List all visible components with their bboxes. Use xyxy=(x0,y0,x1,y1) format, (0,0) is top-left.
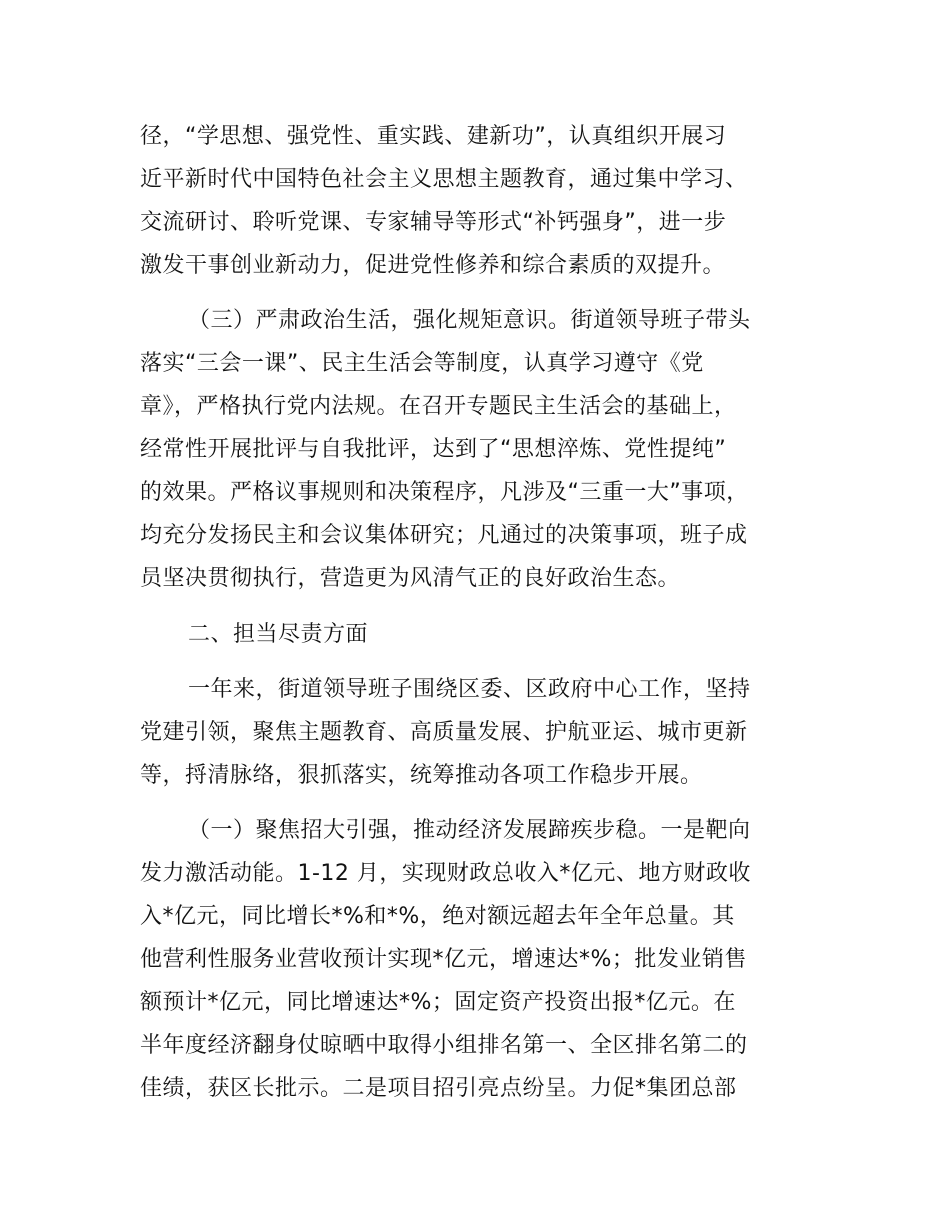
text-line: 他营利性服务业营收预计实现*亿元，增速达*%；批发业销售 xyxy=(140,947,747,972)
text-line: 额预计*亿元，同比增速达*%；固定资产投资出报*亿元。在 xyxy=(140,990,736,1015)
text-line: 激发干事创业新动力，促进党性修养和综合素质的双提升。 xyxy=(140,253,726,278)
paragraph-heading-line: （一）聚焦招大引强，推动经济发展蹄疾步稳。一是靶向 xyxy=(188,818,751,843)
paragraph-heading-line: （三）严肃政治生活，强化规矩意识。街道领导班子带头 xyxy=(188,308,751,333)
text-line: 入*亿元，同比增长*%和*%，绝对额远超去年全年总量。其 xyxy=(140,904,735,929)
text-line: 的效果。严格议事规则和决策程序，凡涉及“三重一大”事项， xyxy=(140,480,749,505)
section-heading: 二、担当尽责方面 xyxy=(188,622,369,647)
text-line: 落实“三会一课”、民主生活会等制度，认真学习遵守《党 xyxy=(140,351,704,376)
text-line: 员坚决贯彻执行，营造更为风清气正的良好政治生态。 xyxy=(140,566,681,591)
text-line: 佳绩，获区长批示。二是项目招引亮点纷呈。力促*集团总部 xyxy=(140,1076,737,1101)
text-line: 均充分发扬民主和会议集体研究；凡通过的决策事项，班子成 xyxy=(140,523,748,548)
text-line: 党建引领，聚焦主题教育、高质量发展、护航亚运、城市更新 xyxy=(140,720,748,745)
text-line: 交流研讨、聆听党课、专家辅导等形式“补钙强身”，进一步 xyxy=(140,210,727,235)
text-line: 章》，严格执行党内法规。在召开专题民主生活会的基础上， xyxy=(140,394,737,419)
text-line: 发力激活动能。1-12 月，实现财政总收入*亿元、地方财政收 xyxy=(140,861,751,886)
text-line: 半年度经济翻身仗晾晒中取得小组排名第一、全区排名第二的 xyxy=(140,1033,748,1058)
text-line: 等，捋清脉络，狠抓落实，统筹推动各项工作稳步开展。 xyxy=(140,763,703,788)
text-line: 经常性开展批评与自我批评，达到了“思想淬炼、党性提纯” xyxy=(140,437,727,462)
text-line: 径，“学思想、强党性、重实践、建新功”，认真组织开展习 xyxy=(140,124,727,149)
paragraph-first-line: 一年来，街道领导班子围绕区委、区政府中心工作，坚持 xyxy=(188,677,751,702)
text-line: 近平新时代中国特色社会主义思想主题教育，通过集中学习、 xyxy=(140,167,748,192)
